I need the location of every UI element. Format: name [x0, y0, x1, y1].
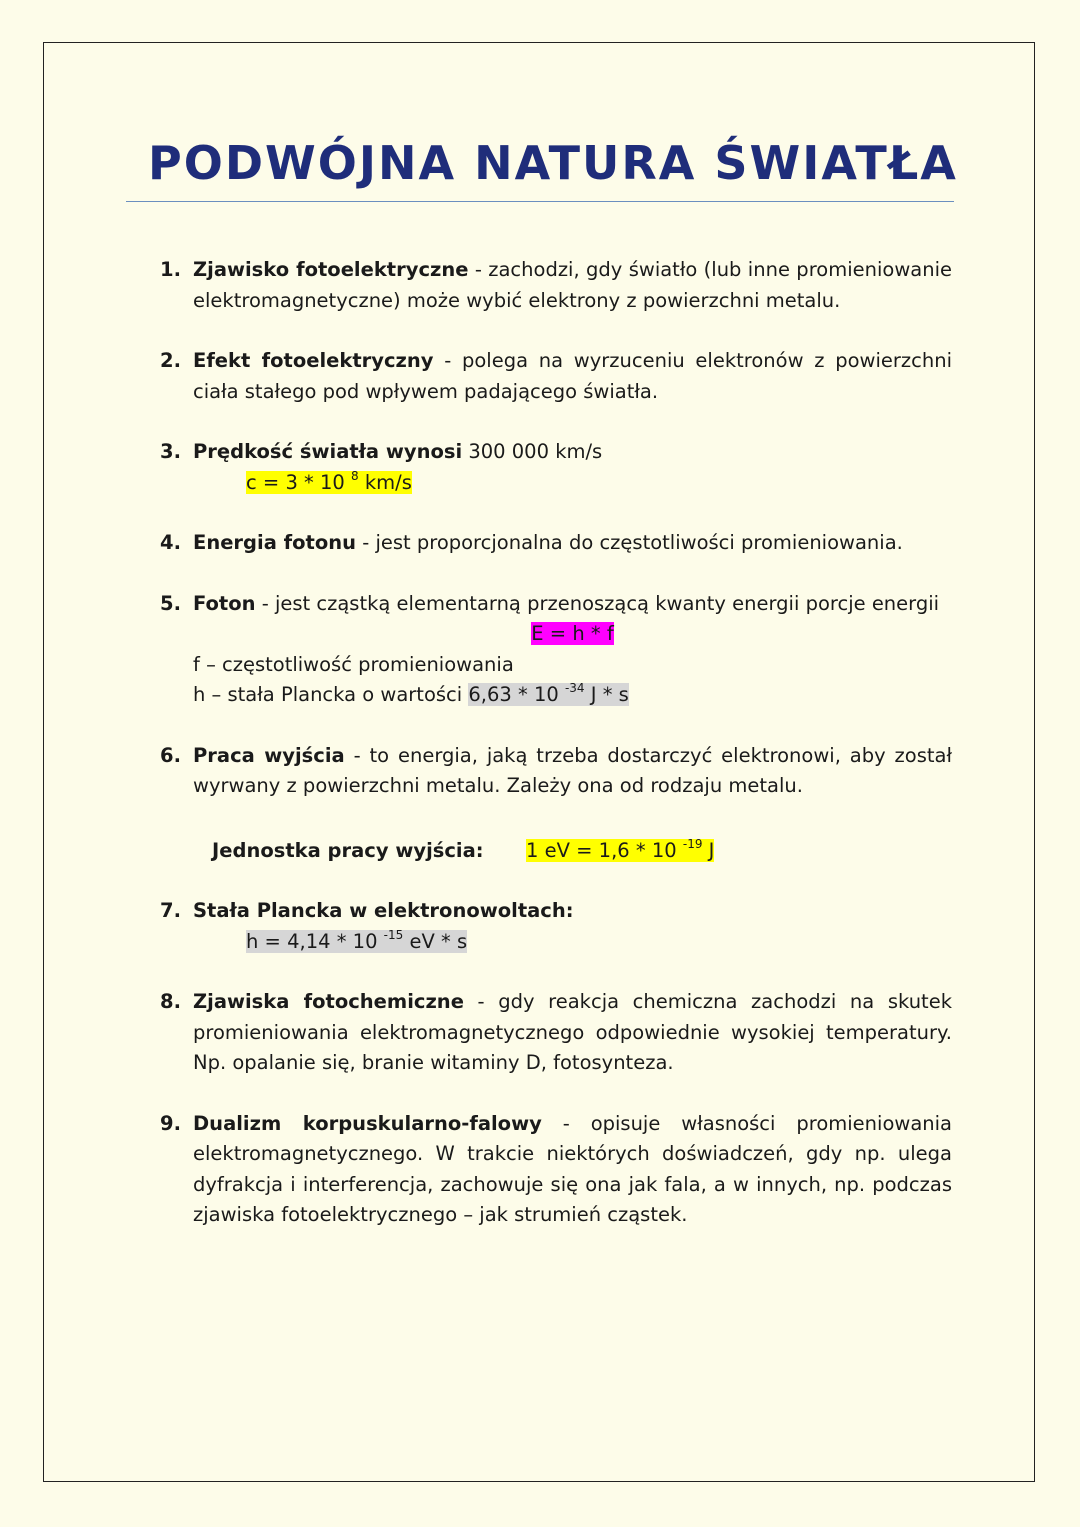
list-item-4: [160, 528, 952, 559]
item-number: 9.: [160, 1111, 181, 1135]
item-term: Dualizm korpuskularno-falowy: [193, 1111, 542, 1135]
item-description: to energia, jaką trzeba dostarczyć elektronowi, aby został wyrwany z powierzchni metalu. Zależy ona od rodzaju metalu.: [193, 743, 952, 797]
list-item-8: [160, 987, 952, 1079]
item-term: Zjawisko fotoelektryczne: [193, 258, 469, 281]
item-sep: -: [433, 349, 462, 372]
item-number: 7.: [160, 899, 181, 922]
item-text: [193, 255, 952, 316]
photon-energy-formula: E = h * f: [531, 622, 614, 645]
item-number: 2.: [160, 349, 181, 372]
item-number: 6.: [160, 743, 181, 767]
list-item-6: [160, 741, 952, 867]
title-underline: [126, 201, 954, 202]
item-number: 8.: [160, 990, 181, 1013]
definition-f: f – częstotliwość promieniowania: [193, 652, 514, 676]
formula-line: [193, 619, 952, 650]
definition-list: [160, 255, 952, 1231]
unit-line: [193, 836, 952, 867]
list-item-5: [160, 589, 952, 711]
formula-line: [193, 468, 952, 499]
item-description: zachodzi, gdy światło (lub inne promieniowanie elektromagnetyczne) może wybić elektrony z powierzchni metalu.: [193, 258, 952, 312]
planck-constant-value: 6,63 * 10 $^{-34}$ J * s: [468, 681, 629, 706]
item-description: polega na wyrzuceniu elektronów z powierzchni ciała stałego pod wpływem padającego światła.: [193, 349, 952, 403]
item-term: Zjawiska fotochemiczne: [193, 990, 464, 1013]
item-number: 1.: [160, 258, 181, 281]
formula-line: [193, 927, 952, 958]
item-sep: -: [468, 258, 489, 281]
electronvolt-value: 1 eV = 1,6 * 10 $^{-19}$ J: [526, 836, 715, 862]
item-description: jest cząstką elementarną przenoszącą kwanty energii porcje energii: [274, 591, 940, 615]
item-text: [193, 528, 952, 559]
item-term: Stała Plancka w elektronowoltach:: [193, 899, 574, 922]
item-sep: -: [541, 1111, 591, 1135]
item-number: 4.: [160, 531, 181, 554]
item-text: [193, 896, 952, 927]
list-item-2: [160, 346, 952, 407]
page-title: PODWÓJNA NATURA ŚWIATŁA: [148, 136, 958, 190]
item-sep: -: [255, 591, 275, 615]
item-description: gdy reakcja chemiczna zachodzi na skutek promieniowania elektromagnetycznego odpowiednie wysokiej temperatury. Np. opalanie się, branie witaminy D, fotosynteza.: [193, 990, 952, 1074]
item-description: jest proporcjonalna do częstotliwości promieniowania.: [375, 531, 903, 554]
item-number: 3.: [160, 440, 181, 463]
item-text: [193, 987, 952, 1079]
item-text: [193, 589, 952, 620]
item-sep: -: [356, 531, 376, 554]
item-sep: -: [463, 990, 499, 1013]
list-item-3: [160, 437, 952, 498]
item-text: [193, 1109, 952, 1231]
list-item-7: [160, 896, 952, 957]
item-text: [193, 741, 952, 802]
item-term: Praca wyjścia: [193, 743, 345, 767]
item-term: Efekt fotoelektryczny: [193, 349, 434, 372]
item-term: Foton: [193, 591, 256, 615]
item-number: 5.: [160, 591, 181, 615]
item-sep: -: [344, 743, 370, 767]
item-description: opisuje własności promieniowania elektromagnetycznego. W trakcie niektórych doświadczeń, gdy np. ulega dyfrakcja i interferencja, zachowuje się ona jak fala, a w innych, np. podczas zjawiska fotoelektrycznego – jak strumień cząstek.: [193, 1111, 952, 1226]
planck-ev-formula: h = 4,14 * 10 $^{-15}$ eV * s: [246, 927, 468, 953]
item-term: Energia fotonu: [193, 531, 356, 554]
list-item-1: [160, 255, 952, 316]
item-text: [193, 346, 952, 407]
list-item-9: [160, 1109, 952, 1231]
item-term: Prędkość światła wynosi: [193, 440, 463, 463]
definition-h: h – stała Plancka o wartości 6,63 * 10 $^{-34}$ J * s: [193, 681, 629, 706]
item-description: 300 000 km/s: [462, 440, 603, 463]
unit-label: Jednostka pracy wyjścia:: [212, 838, 484, 862]
speed-of-light-formula: c = 3 * 10 $^8$ km/s: [246, 468, 412, 494]
item-text: [193, 437, 952, 468]
